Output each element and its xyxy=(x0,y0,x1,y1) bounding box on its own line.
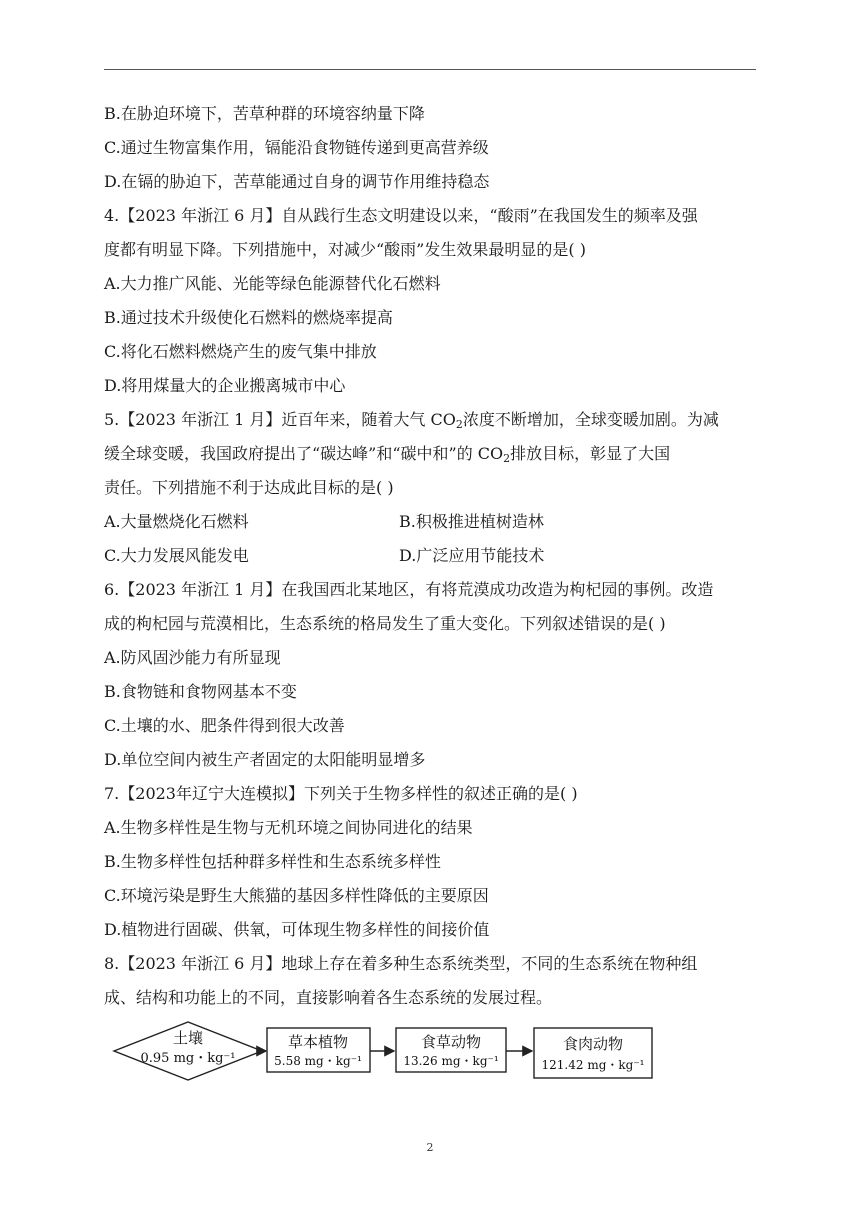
q6-option-b: B.食物链和食物网基本不变 xyxy=(104,682,297,701)
header-rule xyxy=(104,69,756,70)
q5-line2-part2: 排放目标，彰显了大国 xyxy=(510,444,671,463)
q4-option-b: B.通过技术升级使化石燃料的燃烧率提高 xyxy=(104,308,393,327)
q3-option-d: D.在镉的胁迫下，苦草能通过自身的调节作用维持稳态 xyxy=(104,172,490,191)
q6-option-d: D.单位空间内被生产者固定的太阳能明显增多 xyxy=(104,750,426,769)
q5-option-c: C.大力发展风能发电 xyxy=(104,546,249,565)
carnivore-label: 食肉动物 xyxy=(562,1035,624,1053)
q6-option-c: C.土壤的水、肥条件得到很大改善 xyxy=(104,716,345,735)
q4-option-d: D.将用煤量大的企业搬离城市中心 xyxy=(104,376,346,395)
q7-option-d: D.植物进行固碳、供氧，可体现生物多样性的间接价值 xyxy=(104,920,490,939)
q7-stem: 7.【2023年辽宁大连模拟】下列关于生物多样性的叙述正确的是( ) xyxy=(104,784,578,803)
q7-option-a: A.生物多样性是生物与无机环境之间协同进化的结果 xyxy=(104,818,473,837)
q4-option-a: A.大力推广风能、光能等绿色能源替代化石燃料 xyxy=(104,274,441,293)
q5-options-row1 xyxy=(104,505,759,539)
q5-option-a: A.大量燃烧化石燃料 xyxy=(104,512,249,531)
q5-line2-part1: 缓全球变暖，我国政府提出了“碳达峰”和“碳中和”的 CO xyxy=(104,444,504,463)
q4-option-c: C.将化石燃料燃烧产生的废气集中排放 xyxy=(104,342,377,361)
q3-option-c: C.通过生物富集作用，镉能沿食物链传递到更高营养级 xyxy=(104,138,489,157)
q7-option-b: B.生物多样性包括种群多样性和生态系统多样性 xyxy=(104,852,441,871)
soil-value: 0.95 mg・kg⁻¹ xyxy=(140,1051,236,1066)
q5-stem-line2 xyxy=(104,437,759,471)
q5-options-row2 xyxy=(104,539,759,573)
herbivore-value: 13.26 mg・kg⁻¹ xyxy=(403,1054,499,1068)
plant-label: 草本植物 xyxy=(287,1033,349,1051)
q6-stem-line1: 6.【2023 年浙江 1 月】在我国西北某地区，有将荒漠成功改造为枸杞园的事例。改造 xyxy=(104,580,714,599)
q4-stem-line2: 度都有明显下降。下列措施中，对减少“酸雨”发生效果最明显的是( ) xyxy=(104,240,586,259)
q5-option-d: D.广泛应用节能技术 xyxy=(399,546,545,565)
q5-stem-line1 xyxy=(104,403,759,437)
subscript-2: 2 xyxy=(503,452,511,465)
q3-option-b: B.在胁迫环境下，苦草种群的环境容纳量下降 xyxy=(104,104,425,123)
plant-value: 5.58 mg・kg⁻¹ xyxy=(274,1054,362,1068)
food-chain-diagram xyxy=(110,1018,660,1088)
subscript-2: 2 xyxy=(455,418,463,431)
herbivore-label: 食草动物 xyxy=(420,1033,482,1051)
q4-stem-line1: 4.【2023 年浙江 6 月】自从践行生态文明建设以来，“酸雨”在我国发生的频率及强 xyxy=(104,206,698,225)
q7-option-c: C.环境污染是野生大熊猫的基因多样性降低的主要原因 xyxy=(104,886,489,905)
q5-line1-part2: 浓度不断增加，全球变暖加剧。为减 xyxy=(462,410,719,429)
q5-option-b: B.积极推进植树造林 xyxy=(399,512,544,531)
carnivore-value: 121.42 mg・kg⁻¹ xyxy=(541,1058,645,1072)
soil-label: 土壤 xyxy=(172,1029,204,1047)
question-content xyxy=(104,97,759,1015)
q5-stem-line3: 责任。下列措施不利于达成此目标的是( ) xyxy=(104,478,394,497)
q8-stem-line1: 8.【2023 年浙江 6 月】地球上存在着多种生态系统类型，不同的生态系统在物种组 xyxy=(104,954,698,973)
q8-stem-line2: 成、结构和功能上的不同，直接影响着各生态系统的发展过程。 xyxy=(104,988,553,1007)
page-number: 2 xyxy=(426,1141,434,1154)
q5-line1-part1: 5.【2023 年浙江 1 月】近百年来，随着大气 CO xyxy=(104,410,456,429)
q6-stem-line2: 成的枸杞园与荒漠相比，生态系统的格局发生了重大变化。下列叙述错误的是( ) xyxy=(104,614,666,633)
q6-option-a: A.防风固沙能力有所显现 xyxy=(104,648,281,667)
